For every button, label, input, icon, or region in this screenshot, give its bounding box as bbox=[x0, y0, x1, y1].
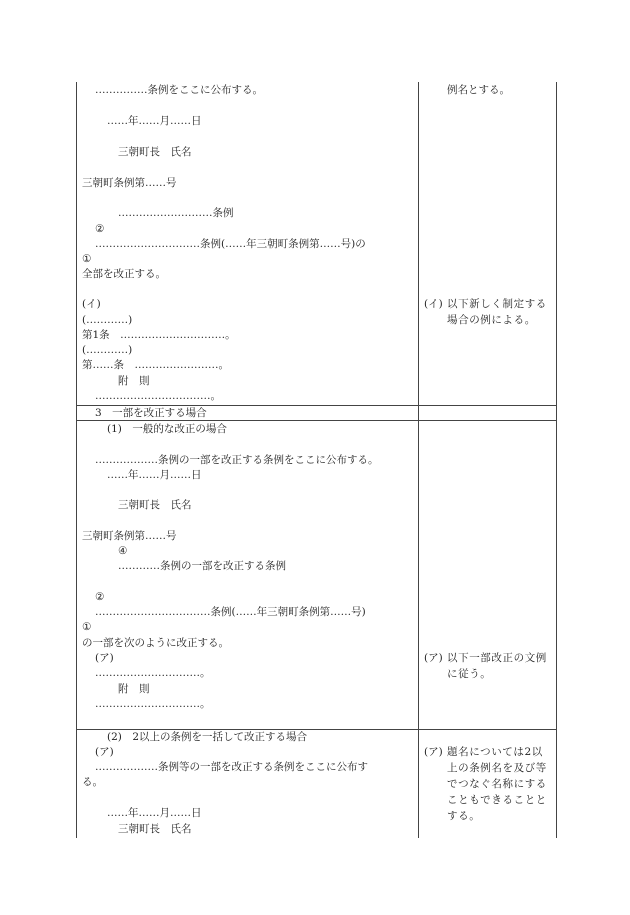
text-line: 三朝町長 氏名 bbox=[118, 146, 192, 158]
text-line: 三朝町条例第……号 bbox=[82, 177, 177, 189]
row-divider-1 bbox=[76, 405, 557, 406]
text-line: ………………条例の一部を改正する条例をここに公布する。 bbox=[95, 454, 379, 466]
text-line: ………………………条例 bbox=[118, 207, 234, 219]
table-left-border bbox=[76, 82, 77, 838]
text-line: 第1条 …………………………。 bbox=[82, 329, 236, 341]
row-divider-3 bbox=[76, 729, 557, 730]
text-line: の一部を次のように改正する。 bbox=[82, 637, 229, 649]
text-line: (ア) bbox=[95, 746, 114, 758]
text-line: 附 則 bbox=[118, 683, 150, 695]
text-line: 三朝町条例第……号 bbox=[82, 530, 177, 542]
note-text: 以下一部改正の文例に従う。 bbox=[447, 652, 547, 680]
note-text: 例名とする。 bbox=[447, 84, 510, 96]
note-text: 題名については2以上の条例名を及び等でつなぐ名称にすることもできることとする。 bbox=[447, 746, 547, 822]
text-line: ……………条例をここに公布する。 bbox=[95, 84, 263, 96]
column-divider bbox=[418, 82, 419, 838]
text-line: ① bbox=[82, 253, 92, 265]
text-line: 三朝町長 氏名 bbox=[118, 823, 192, 835]
text-line: ② bbox=[95, 591, 105, 603]
table-right-border bbox=[556, 82, 557, 838]
text-line: ……年……月……日 bbox=[107, 807, 202, 819]
subsection-heading: (2) 2以上の条例を一括して改正する場合 bbox=[107, 731, 308, 743]
text-line: (イ) bbox=[82, 298, 101, 310]
text-line: …………………………。 bbox=[95, 667, 211, 679]
text-line: (…………) bbox=[82, 344, 133, 356]
text-line: ④ bbox=[118, 545, 128, 557]
section-heading: 3 一部を改正する場合 bbox=[95, 407, 207, 419]
text-line: …………………………。 bbox=[95, 698, 211, 710]
text-line: 全部を改正する。 bbox=[82, 268, 166, 280]
text-line: る。 bbox=[82, 776, 103, 788]
note-label: (イ) bbox=[424, 298, 443, 310]
text-line: …………………………条例(……年三朝町条例第……号)の bbox=[95, 238, 366, 250]
text-line: ……年……月……日 bbox=[107, 469, 202, 481]
text-line: 三朝町長 氏名 bbox=[118, 499, 192, 511]
subsection-heading: (1) 一般的な改正の場合 bbox=[107, 423, 227, 435]
note-label: (ア) bbox=[424, 746, 443, 758]
text-line: ② bbox=[95, 223, 105, 235]
text-line: 第……条 ……………………。 bbox=[82, 359, 229, 371]
text-line: …………条例の一部を改正する条例 bbox=[118, 560, 286, 572]
note-label: (ア) bbox=[424, 652, 443, 664]
text-line: 附 則 bbox=[118, 375, 150, 387]
text-line: (ア) bbox=[95, 652, 114, 664]
text-line: ……………………………。 bbox=[95, 390, 221, 402]
row-divider-2 bbox=[76, 420, 557, 421]
text-line: ① bbox=[82, 621, 92, 633]
text-line: ……年……月……日 bbox=[107, 115, 202, 127]
text-line: (…………) bbox=[82, 314, 133, 326]
text-line: ……………………………条例(……年三朝町条例第……号) bbox=[95, 606, 366, 618]
text-line: ………………条例等の一部を改正する条例をここに公布す bbox=[95, 761, 368, 773]
note-text: 以下新しく制定する場合の例による。 bbox=[447, 298, 547, 326]
